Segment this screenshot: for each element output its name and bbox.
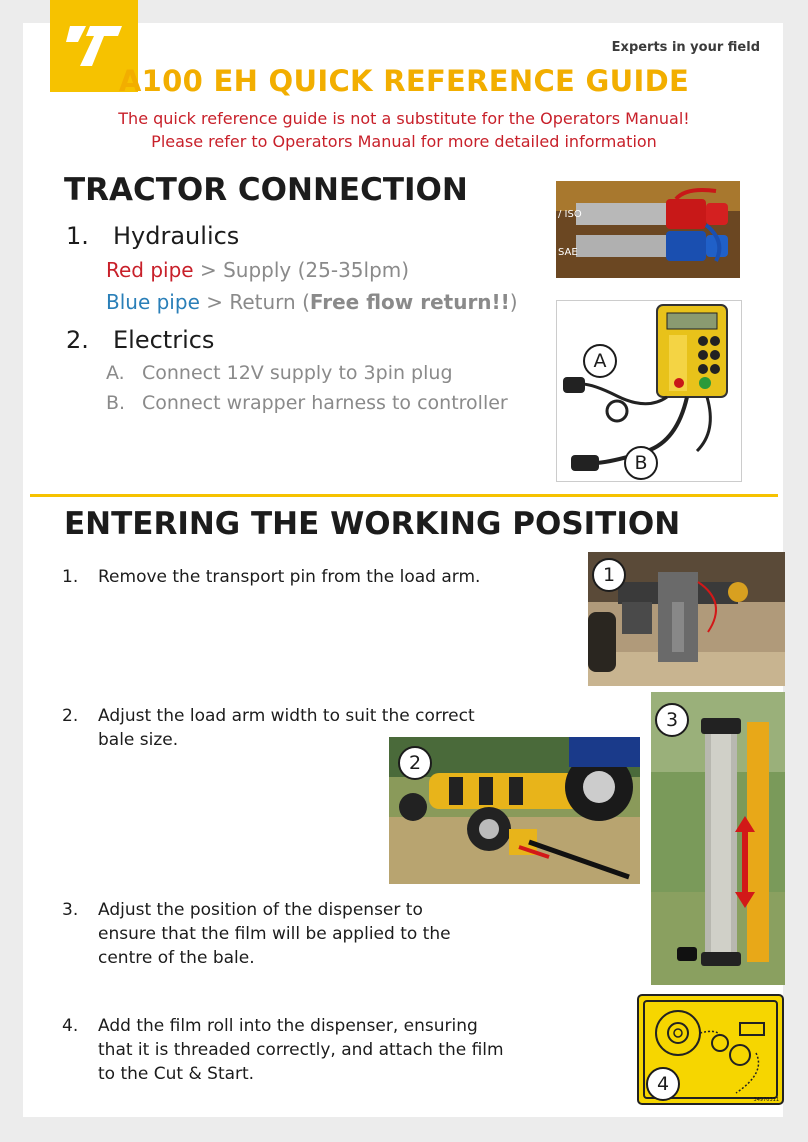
step-1-number: 1.	[62, 567, 79, 587]
section-title-tractor: TRACTOR CONNECTION	[64, 172, 468, 208]
step-2-text: Adjust the load arm width to suit the correct bale size.	[98, 706, 475, 750]
decal-code: 34970311	[753, 1097, 779, 1103]
step-2-number: 2.	[62, 706, 79, 726]
section-title-working: ENTERING THE WORKING POSITION	[64, 506, 681, 542]
electrics-a-text: Connect 12V supply to 3pin plug	[142, 362, 453, 384]
badge-1: 1	[592, 558, 626, 592]
badge-b: B	[624, 446, 658, 480]
hose-label-iso: / ISO	[558, 209, 582, 220]
hydraulics-label: Hydraulics	[113, 222, 240, 250]
electrics-b-text: Connect wrapper harness to controller	[142, 392, 508, 414]
blue-pipe-line	[106, 290, 518, 314]
step-3-text: Adjust the position of the dispenser to ensure that the film will be applied to the centre of the bale.	[98, 900, 451, 968]
red-pipe-label: Red pipe	[106, 258, 194, 282]
electrics-b-letter: B.	[106, 392, 126, 414]
badge-4: 4	[646, 1067, 680, 1101]
red-pipe-desc: > Supply (25-35lpm)	[193, 258, 410, 282]
page-title: A100 EH QUICK REFERENCE GUIDE	[118, 64, 690, 98]
free-flow-note: Free flow return!!	[309, 290, 510, 314]
logo-mark-icon	[64, 22, 124, 70]
badge-a: A	[583, 344, 617, 378]
step-4-number: 4.	[62, 1016, 79, 1036]
close-paren: )	[509, 290, 518, 314]
electrics-number: 2.	[66, 326, 89, 354]
hose-label-sae: SAE	[558, 247, 578, 258]
electrics-label: Electrics	[113, 326, 215, 354]
tagline: Experts in your field	[611, 40, 760, 55]
disclaimer-line-2: Please refer to Operators Manual for more detailed information	[151, 132, 657, 151]
badge-2: 2	[398, 746, 432, 780]
blue-pipe-desc: > Return (	[199, 290, 310, 314]
hydraulic-hoses-photo	[556, 181, 740, 278]
badge-3: 3	[655, 703, 689, 737]
step-3-number: 3.	[62, 900, 79, 920]
section-divider	[30, 494, 778, 497]
hydraulics-number: 1.	[66, 222, 89, 250]
blue-pipe-label: Blue pipe	[106, 290, 200, 314]
red-pipe-line	[106, 258, 409, 282]
step-1-text: Remove the transport pin from the load arm.	[98, 567, 481, 587]
electrics-a-letter: A.	[106, 362, 125, 384]
disclaimer-line-1: The quick reference guide is not a substitute for the Operators Manual!	[118, 109, 690, 128]
step-4-text: Add the film roll into the dispenser, ensuring that it is threaded correctly, and attach the film to the Cut & Start.	[98, 1016, 504, 1084]
